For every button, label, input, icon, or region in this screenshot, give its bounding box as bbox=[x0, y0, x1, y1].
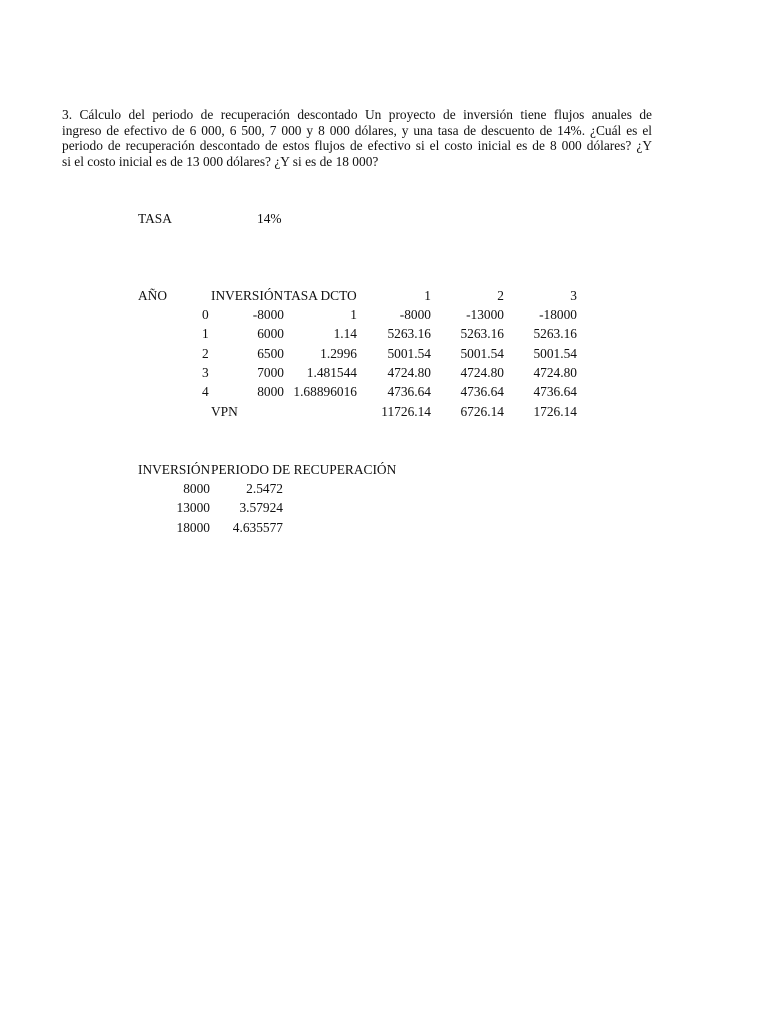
table-row-1-rate: 1.14 bbox=[333, 326, 357, 341]
header-scenario-1: 1 bbox=[424, 288, 431, 303]
payback-row-2-period: 4.635577 bbox=[232, 520, 283, 535]
table-row-2-rate: 1.2996 bbox=[320, 346, 357, 361]
vpn-value-1: 11726.14 bbox=[381, 404, 431, 419]
vpn-value-3: 1726.14 bbox=[533, 404, 577, 419]
payback-row-1-investment: 13000 bbox=[176, 500, 210, 515]
payback-header-investment: INVERSIÓN bbox=[138, 462, 211, 477]
table-row-1-investment: 6000 bbox=[257, 326, 284, 341]
table-row-1-s2: 5263.16 bbox=[460, 326, 504, 341]
table-row-0-year: 0 bbox=[202, 307, 209, 322]
header-scenario-2: 2 bbox=[497, 288, 504, 303]
header-year: AÑO bbox=[138, 288, 168, 303]
table-row-2-s1: 5001.54 bbox=[387, 346, 431, 361]
table-row-4-s1: 4736.64 bbox=[387, 384, 431, 399]
problem-statement bbox=[62, 107, 652, 169]
header-discount-rate: TASA DCTO bbox=[284, 288, 357, 303]
table-row-0-rate: 1 bbox=[350, 307, 357, 322]
payback-header-period: PERIODO DE RECUPERACIÓN bbox=[211, 462, 397, 477]
payback-row-0-investment: 8000 bbox=[183, 481, 210, 496]
table-row-2-year: 2 bbox=[202, 346, 209, 361]
table-row-4-s3: 4736.64 bbox=[533, 384, 577, 399]
table-row-3-s2: 4724.80 bbox=[460, 365, 504, 380]
table-row-2-s2: 5001.54 bbox=[460, 346, 504, 361]
table-row-4-rate: 1.68896016 bbox=[293, 384, 357, 399]
table-row-3-year: 3 bbox=[202, 365, 209, 380]
problem-line-2: ingreso de efectivo de 6 000, 6 500, 7 000 y 8 000 dólares, y una tasa de descuento de 14%. ¿Cuál es el bbox=[62, 122, 652, 138]
table-row-0-s3: -18000 bbox=[539, 307, 577, 322]
table-row-4-year: 4 bbox=[202, 384, 209, 399]
table-row-2-s3: 5001.54 bbox=[533, 346, 577, 361]
table-row-3-rate: 1.481544 bbox=[306, 365, 357, 380]
vpn-label: VPN bbox=[211, 404, 238, 419]
rate-label: TASA bbox=[138, 211, 172, 226]
problem-line-3: periodo de recuperación descontado de estos flujos de efectivo si el costo inicial es de 8 000 dólares? ¿Y bbox=[62, 138, 652, 153]
table-row-1-s1: 5263.16 bbox=[387, 326, 431, 341]
table-row-0-s2: -13000 bbox=[466, 307, 504, 322]
table-row-2-investment: 6500 bbox=[257, 346, 284, 361]
problem-line-4: si el costo inicial es de 13 000 dólares? ¿Y si es de 18 000? bbox=[62, 153, 379, 169]
table-row-1-s3: 5263.16 bbox=[533, 326, 577, 341]
table-row-0-investment: -8000 bbox=[252, 307, 284, 322]
payback-row-0-period: 2.5472 bbox=[246, 481, 283, 496]
header-investment: INVERSIÓN bbox=[211, 288, 284, 303]
payback-row-2-investment: 18000 bbox=[176, 520, 210, 535]
table-row-4-investment: 8000 bbox=[257, 384, 284, 399]
table-row-1-year: 1 bbox=[202, 326, 209, 341]
vpn-value-2: 6726.14 bbox=[460, 404, 504, 419]
payback-row-1-period: 3.57924 bbox=[239, 500, 283, 515]
table-row-3-investment: 7000 bbox=[257, 365, 284, 380]
table-row-0-s1: -8000 bbox=[399, 307, 431, 322]
table-row-3-s3: 4724.80 bbox=[533, 365, 577, 380]
table-row-3-s1: 4724.80 bbox=[387, 365, 431, 380]
rate-value: 14% bbox=[257, 211, 282, 226]
table-row-4-s2: 4736.64 bbox=[460, 384, 504, 399]
header-scenario-3: 3 bbox=[570, 288, 577, 303]
problem-line-1: 3. Cálculo del periodo de recuperación descontado Un proyecto de inversión tiene flujos anuales de bbox=[62, 107, 652, 122]
